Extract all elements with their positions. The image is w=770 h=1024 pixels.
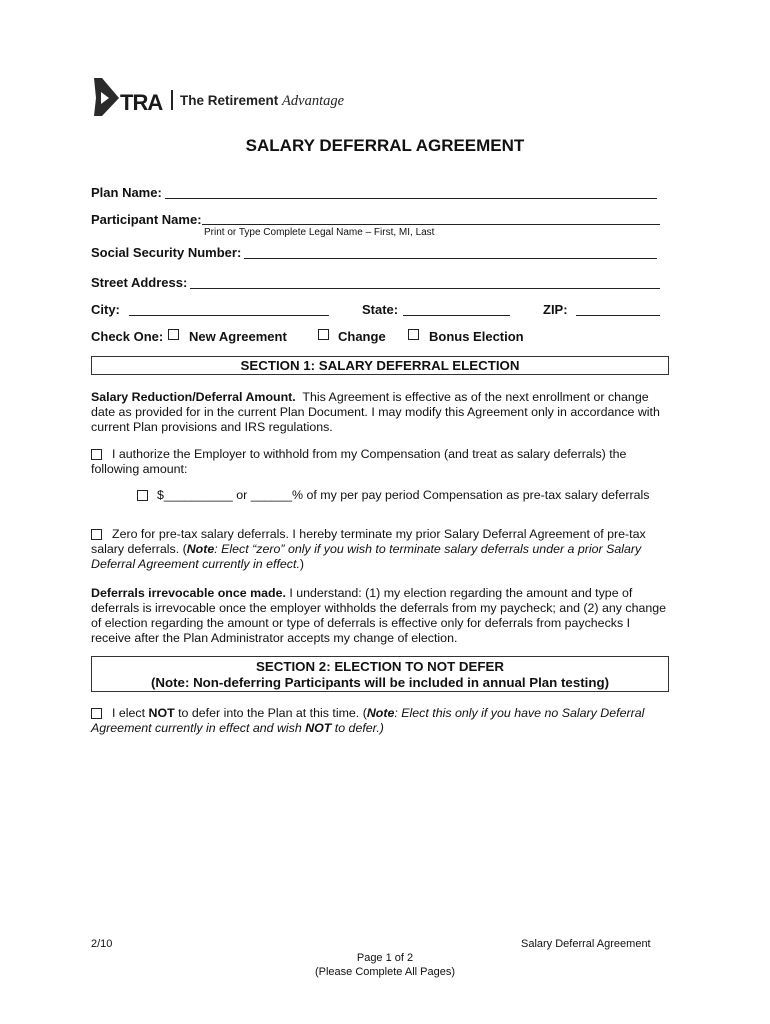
city-field[interactable] <box>129 315 329 316</box>
ssn-label: Social Security Number: <box>91 245 242 260</box>
authorize-withhold-text: I authorize the Employer to withhold from my Compensation (and treat as salary deferrals) the following amount: <box>91 447 627 476</box>
logo-divider <box>171 90 173 110</box>
zero-deferral-text: Zero for pre-tax salary deferrals. I hereby terminate my prior Salary Deferral Agreement of pre-tax salary deferrals. (Note: Elect “zero” only if you wish to terminate salary deferrals under a prior Salary Deferral Agreement currently in effect.) <box>91 527 646 571</box>
participant-name-hint: Print or Type Complete Legal Name – First, MI, Last <box>204 227 435 238</box>
elect-not-defer-text: I elect NOT to defer into the Plan at this time. (Note: Elect this only if you have no Salary Deferral Agreement currently in effect and wish NOT to defer.) <box>91 706 645 735</box>
street-address-field[interactable] <box>190 288 660 289</box>
footer-page-number: Page 1 of 2 <box>356 952 414 964</box>
participant-name-field[interactable] <box>202 224 660 225</box>
bonus-election-label: Bonus Election <box>429 329 524 344</box>
deferral-amount-checkbox[interactable] <box>137 490 148 501</box>
logo-text: TRA <box>120 90 163 115</box>
footer-note: (Please Complete All Pages) <box>314 966 455 978</box>
logo-company-name: The Retirement Advantage <box>180 93 345 109</box>
plan-name-label: Plan Name: <box>91 185 162 200</box>
change-checkbox[interactable] <box>318 329 329 340</box>
state-label: State: <box>362 302 399 317</box>
plan-name-field[interactable] <box>165 198 657 199</box>
city-label: City: <box>91 302 120 317</box>
deferral-amount-line[interactable]: $__________ or ______% of my per pay period Compensation as pre-tax salary deferrals <box>157 488 650 502</box>
new-agreement-label: New Agreement <box>189 329 287 344</box>
bonus-election-checkbox[interactable] <box>408 329 419 340</box>
logo-mark-icon <box>92 76 122 118</box>
check-one-label: Check One: <box>91 329 164 344</box>
state-field[interactable] <box>403 315 510 316</box>
document-title: SALARY DEFERRAL AGREEMENT <box>245 136 525 155</box>
street-address-label: Street Address: <box>91 275 188 290</box>
section-2-heading: SECTION 2: ELECTION TO NOT DEFER (Note: Non-deferring Participants will be included in annual Plan testing) <box>91 656 669 692</box>
zip-label: ZIP: <box>543 302 568 317</box>
new-agreement-checkbox[interactable] <box>168 329 179 340</box>
company-logo <box>92 76 352 118</box>
footer-document-name: Salary Deferral Agreement <box>521 938 651 950</box>
ssn-field[interactable] <box>244 258 657 259</box>
zip-field[interactable] <box>576 315 660 316</box>
participant-name-label: Participant Name: <box>91 212 202 227</box>
footer-revision: 2/10 <box>91 938 113 950</box>
change-label: Change <box>338 329 386 344</box>
section-1-heading: SECTION 1: SALARY DEFERRAL ELECTION <box>91 356 669 375</box>
salary-reduction-paragraph: Salary Reduction/Deferral Amount. This Agreement is effective as of the next enrollment or change date as provided for in the current Plan Document. I may modify this Agreement only in accordance with current Plan provisions and IRS regulations. <box>91 390 660 434</box>
irrevocable-paragraph: Deferrals irrevocable once made. I understand: (1) my election regarding the amount and type of deferrals is irrevocable once the employer withholds the deferrals from my paycheck; and (2) any change of election regarding the amount or type of deferrals is effective only for deferrals from paychecks I receive after the Plan Administrator accepts my change of election. <box>91 586 667 645</box>
